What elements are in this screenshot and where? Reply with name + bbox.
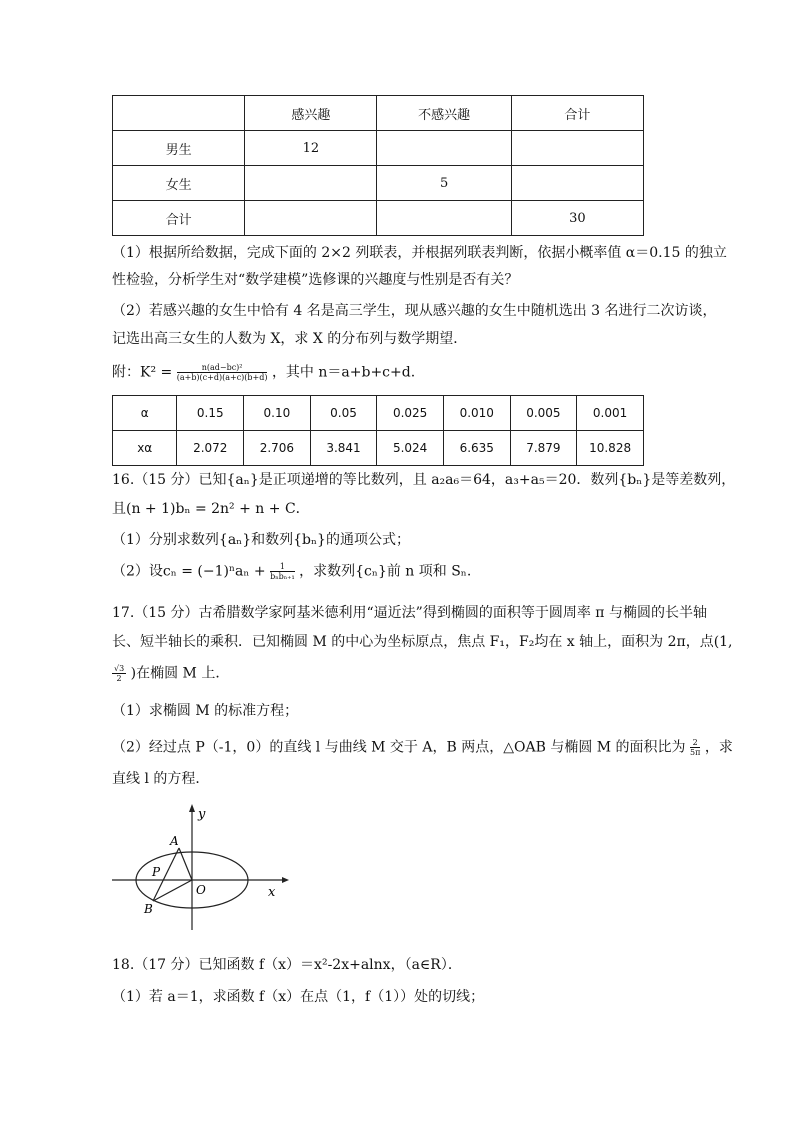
table-cell: 0.005 — [510, 396, 577, 431]
k2-numerator: n(ad−bc)² — [177, 363, 268, 373]
table-row — [113, 131, 644, 166]
table-cell: 3.841 — [310, 431, 377, 466]
q15-part2-line1: （2）若感兴趣的女生中恰有 4 名是高三学生，现从感兴趣的女生中随机选出 3 名进行二次访谈， — [112, 303, 717, 319]
table-cell: 7.879 — [510, 431, 577, 466]
table-cell — [377, 131, 511, 166]
table-cell: 感兴趣 — [245, 96, 377, 131]
table-cell: 30 — [511, 201, 643, 236]
q16-fraction — [270, 562, 295, 581]
table-row — [113, 166, 644, 201]
table-cell — [377, 201, 511, 236]
table-cell: 0.15 — [177, 396, 244, 431]
q18-part1: （1）若 a＝1，求函数 f（x）在点（1，f（1））处的切线； — [112, 989, 485, 1005]
note-suffix: ，其中 n＝a+b+c+d. — [271, 364, 416, 381]
q16-line2: 且(n + 1)bₙ = 2n² + n + C． — [112, 501, 310, 517]
table-cell: 男生 — [113, 131, 245, 166]
table-cell — [245, 166, 377, 201]
table-cell: 12 — [245, 131, 377, 166]
q16-part2-suffix: ，求数列{cₙ}前 n 项和 Sₙ. — [299, 563, 472, 580]
q17-part2-line2: 直线 l 的方程． — [112, 771, 210, 787]
table-cell: 0.10 — [244, 396, 311, 431]
q17-ratio-den: 5π — [690, 748, 701, 757]
origin-label: O — [196, 883, 206, 897]
q17-ratio-num: 2 — [690, 738, 700, 748]
table-cell: 合计 — [113, 201, 245, 236]
q16-frac-num: 1 — [270, 562, 295, 572]
q17-part2-prefix: （2）经过点 P（-1，0）的直线 l 与曲线 M 交于 A，B 两点，△OAB 与椭圆 M 的面积比为 — [112, 739, 686, 756]
q16-part1: （1）分别求数列{aₙ}和数列{bₙ}的通项公式； — [112, 532, 410, 548]
table-cell: 0.010 — [443, 396, 510, 431]
table-cell — [245, 201, 377, 236]
table-row — [113, 396, 644, 431]
q15-part1-line2: 性检验，分析学生对“数学建模”选修课的兴趣度与性别是否有关？ — [112, 272, 519, 288]
table-cell: 女生 — [113, 166, 245, 201]
note-prefix: 附：K² = — [112, 364, 173, 381]
q15-part2-line2: 记选出高三女生的人数为 X，求 X 的分布列与数学期望． — [112, 331, 468, 347]
q17-area-ratio-fraction — [690, 738, 700, 757]
table-cell — [511, 131, 643, 166]
point-b-label: B — [144, 902, 153, 916]
table-cell: 0.05 — [310, 396, 377, 431]
y-axis-arrow-icon — [189, 804, 195, 812]
ellipse-figure — [112, 800, 292, 935]
table-cell: 5 — [377, 166, 511, 201]
table-cell — [511, 166, 643, 201]
table-cell: 10.828 — [577, 431, 644, 466]
k2-denominator: (a+b)(c+d)(a+c)(b+d) — [176, 373, 268, 382]
q18-line1: 18.（17 分）已知函数 f（x）＝x²-2x+alnx，（a∈R）． — [112, 957, 462, 973]
q16-line1: 16.（15 分）已知{aₙ}是正项递增的等比数列，且 a₂a₆＝64，a₃+a₅＝20．数列{bₙ}是等差数列， — [112, 472, 736, 488]
q17-frac-num: √3 — [114, 664, 125, 673]
table-cell: 合计 — [511, 96, 643, 131]
q17-point-fraction — [112, 664, 126, 683]
k2-formula-note — [112, 363, 415, 382]
q17-line3 — [112, 664, 229, 683]
q16-part2-prefix: （2）设cₙ = (−1)ⁿaₙ + — [112, 563, 266, 580]
q17-line1: 17.（15 分）古希腊数学家阿基米德利用“逼近法”得到椭圆的面积等于圆周率 π 与椭圆的长半轴 — [112, 605, 707, 621]
x-label: x — [268, 885, 276, 900]
point-a-label: A — [170, 834, 179, 848]
table-cell: 不感兴趣 — [377, 96, 511, 131]
table-row — [113, 431, 644, 466]
k2-fraction — [177, 363, 268, 382]
x-axis-arrow-icon — [282, 877, 289, 883]
table-row — [113, 201, 644, 236]
table-cell: 2.706 — [244, 431, 311, 466]
table-cell: 5.024 — [377, 431, 444, 466]
q16-frac-den: bₙbₙ₊₁ — [270, 572, 295, 581]
table-cell: 6.635 — [443, 431, 510, 466]
q17-frac-den: 2 — [116, 674, 122, 683]
contingency-table — [112, 95, 644, 236]
table-cell: α — [113, 396, 177, 431]
q17-line2: 长、短半轴长的乘积．已知椭圆 M 的中心为坐标原点，焦点 F₁，F₂均在 x 轴上，面积为 2π，点(1, — [112, 634, 733, 650]
table-cell: 0.001 — [577, 396, 644, 431]
table-cell: 0.025 — [377, 396, 444, 431]
q17-line3-suffix: )在椭圆 M 上． — [130, 665, 230, 682]
table-cell: xα — [113, 431, 177, 466]
q17-part1: （1）求椭圆 M 的标准方程； — [112, 703, 299, 719]
segment-oa — [179, 848, 192, 880]
q15-part1-line1: （1）根据所给数据，完成下面的 2×2 列联表，并根据列联表判断，依据小概率值 α＝0.15 的独立 — [112, 245, 727, 261]
segment-ob — [153, 880, 192, 901]
table-header-row — [113, 96, 644, 131]
q17-part2-line1 — [112, 738, 733, 757]
critical-value-table — [112, 395, 644, 466]
q17-part2-suffix: ，求 — [704, 739, 733, 756]
y-label: y — [198, 807, 206, 822]
table-cell: 2.072 — [177, 431, 244, 466]
table-cell — [113, 96, 245, 131]
q16-part2 — [112, 562, 471, 581]
point-p-label: P — [152, 865, 161, 879]
